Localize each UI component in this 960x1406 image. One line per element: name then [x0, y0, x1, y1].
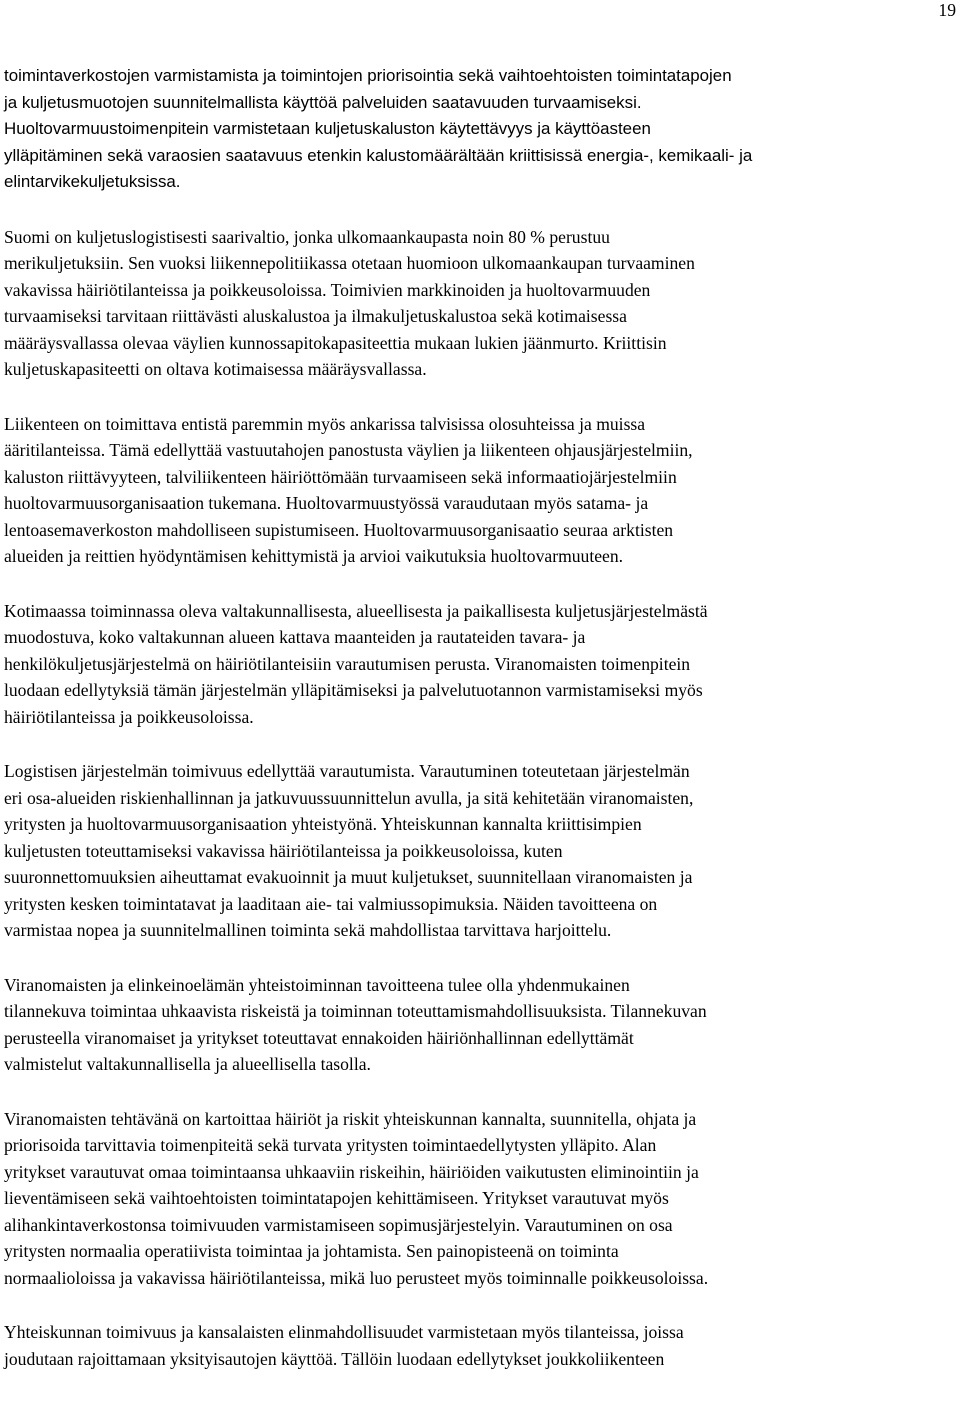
text-line: valmistelut valtakunnallisella ja alueellisella tasolla. — [4, 1054, 371, 1074]
text-line: Viranomaisten tehtävänä on kartoittaa häiriöt ja riskit yhteiskunnan kannalta, suunnitella, ohjata ja — [4, 1108, 697, 1129]
text-line: tilannekuva toimintaa uhkaavista riskeistä ja toiminnan toteuttamismahdollisuuksista. Tilannekuvan — [4, 1001, 707, 1021]
text-line: luodaan edellytyksiä tämän järjestelmän ylläpitämiseksi ja palvelutuotannon varmistamiseksi myös — [4, 680, 703, 700]
text-line: yritysten ja huoltovarmuusorganisaation yhteistyönä. Yhteiskunnan kannalta kriittisimpien — [4, 814, 642, 834]
text-line: Viranomaisten ja elinkeinoelämän yhteistoiminnan tavoitteena tulee olla yhdenmukainen — [4, 974, 630, 995]
text-line: turvaamiseksi tarvitaan riittävästi aluskalustoa ja ilmakuljetuskalustoa sekä kotimaisessa — [4, 306, 627, 326]
paragraph-6 — [4, 972, 960, 1078]
text-line: lieventämiseen sekä vaihtoehtoisten toimintatapojen kehittämiseen. Yritykset varautuvat myös — [4, 1188, 669, 1208]
text-line: ja kuljetusmuotojen suunnitelmallista käyttöä palveluiden saatavuuden turvaamiseksi. — [4, 92, 642, 112]
text-line: yritykset varautuvat omaa toimintaansa uhkaaviin riskeihin, häiriöiden vaikutusten eliminointiin ja — [4, 1161, 699, 1182]
text-line: Yhteiskunnan toimivuus ja kansalaisten elinmahdollisuudet varmistetaan myös tilanteissa, joissa — [4, 1322, 684, 1342]
text-line: suuronnettomuuksien aiheuttamat evakuoinnit ja muut kuljetukset, suunnitellaan viranomaisten ja — [4, 867, 693, 887]
text-line: alihankintaverkostonsa toimivuuden varmistamiseen sopimusjärjestelyin. Varautuminen on osa — [4, 1214, 673, 1235]
text-line: toimintaverkostojen varmistamista ja toimintojen priorisointia sekä vaihtoehtoisten toimintatapojen — [4, 66, 732, 85]
page-number: 19 — [938, 0, 956, 20]
text-line: henkilökuljetusjärjestelmä on häiriötilanteisiin varautumisen perusta. Viranomaisten toimenpitein — [4, 653, 691, 674]
text-line: huoltovarmuusorganisaation tukemana. Huoltovarmuustyössä varaudutaan myös satama- ja — [4, 493, 649, 513]
text-line: Logistisen järjestelmän toimivuus edellyttää varautumista. Varautuminen toteutetaan järjestelmän — [4, 761, 690, 781]
text-line: kuljetusten toteuttamiseksi vakavissa häiriötilanteissa ja poikkeusoloissa, kuten — [4, 840, 563, 861]
paragraph-3 — [4, 411, 960, 570]
paragraph-5 — [4, 758, 960, 944]
text-line: Kotimaassa toiminnassa oleva valtakunnallisesta, alueellisesta ja paikallisesta kuljetusjärjestelmästä — [4, 600, 708, 621]
text-line: kaluston riittävyyteen, talviliikenteen häiriöttömään turvaamiseen sekä informaatiojärjestelmiin — [4, 466, 677, 487]
text-line: Suomi on kuljetuslogistisesti saarivaltio, jonka ulkomaankaupasta noin 80 % perustuu — [4, 226, 610, 247]
paragraph-8 — [4, 1319, 960, 1372]
text-line: Liikenteen on toimittava entistä paremmin myös ankarissa talvisissa olosuhteissa ja muissa — [4, 413, 646, 434]
text-line: alueiden ja reittien hyödyntämisen kehittymistä ja arvioi vaikutuksia huoltovarmuuteen. — [4, 546, 624, 566]
text-line: merikuljetuksiin. Sen vuoksi liikennepolitiikassa otetaan huomioon ulkomaankaupan turvaaminen — [4, 253, 695, 273]
text-line: joudutaan rajoittamaan yksityisautojen käyttöä. Tällöin luodaan edellytykset joukkoliikenteen — [4, 1348, 665, 1369]
text-line: elintarvikekuljetuksissa. — [4, 172, 181, 191]
text-line: vakavissa häiriötilanteissa ja poikkeusoloissa. Toimivien markkinoiden ja huoltovarmuuden — [4, 279, 651, 300]
text-line: Huoltovarmuustoimenpitein varmistetaan kuljetuskaluston käytettävyys ja käyttöasteen — [4, 119, 651, 138]
paragraph-7 — [4, 1106, 960, 1292]
text-line: muodostuva, koko valtakunnan alueen kattava maanteiden ja rautateiden tavara- ja — [4, 627, 586, 647]
paragraph-4 — [4, 598, 960, 731]
body-text — [4, 63, 960, 1400]
paragraph-1 — [4, 63, 960, 196]
text-line: perusteella viranomaiset ja yritykset toteuttavat ennakoiden häiriönhallinnan edellyttämät — [4, 1027, 634, 1048]
text-line: ääritilanteissa. Tämä edellyttää vastuutahojen panostusta väylien ja liikenteen ohjausjärjestelmiin, — [4, 440, 693, 460]
text-line: varmistaa nopea ja suunnitelmallinen toiminta sekä mahdollistaa tarvittava harjoittelu. — [4, 920, 612, 940]
text-line: yritysten kesken toimintatavat ja laaditaan aie- tai valmiussopimuksia. Näiden tavoitteena on — [4, 893, 658, 914]
text-line: häiriötilanteissa ja poikkeusoloissa. — [4, 706, 254, 727]
text-line: lentoasemaverkoston mahdolliseen supistumiseen. Huoltovarmuusorganisaatio seuraa arktisten — [4, 519, 674, 540]
text-line: määräysvallassa olevaa väylien kunnossapitokapasiteettia mukaan lukien jäänmurto. Kriittisin — [4, 332, 667, 353]
text-line: priorisoida tarvittavia toimenpiteitä sekä turvata yritysten toimintaedellytysten ylläpito. Alan — [4, 1135, 657, 1155]
text-line: ylläpitäminen sekä varaosien saatavuus etenkin kalustomäärältään kriittisissä energia-, kemikaali- ja — [4, 145, 753, 165]
paragraph-2 — [4, 224, 960, 383]
text-line: normaalioloissa ja vakavissa häiriötilanteissa, mikä luo perusteet myös toiminnalle poikkeusoloissa. — [4, 1267, 709, 1288]
text-line: kuljetuskapasiteetti on oltava kotimaisessa määräysvallassa. — [4, 359, 427, 379]
text-line: yritysten normaalia operatiivista toimintaa ja johtamista. Sen painopisteenä on toiminta — [4, 1241, 619, 1261]
text-line: eri osa-alueiden riskienhallinnan ja jatkuvuussuunnittelun avulla, ja sitä kehitetään viranomaisten, — [4, 787, 694, 808]
